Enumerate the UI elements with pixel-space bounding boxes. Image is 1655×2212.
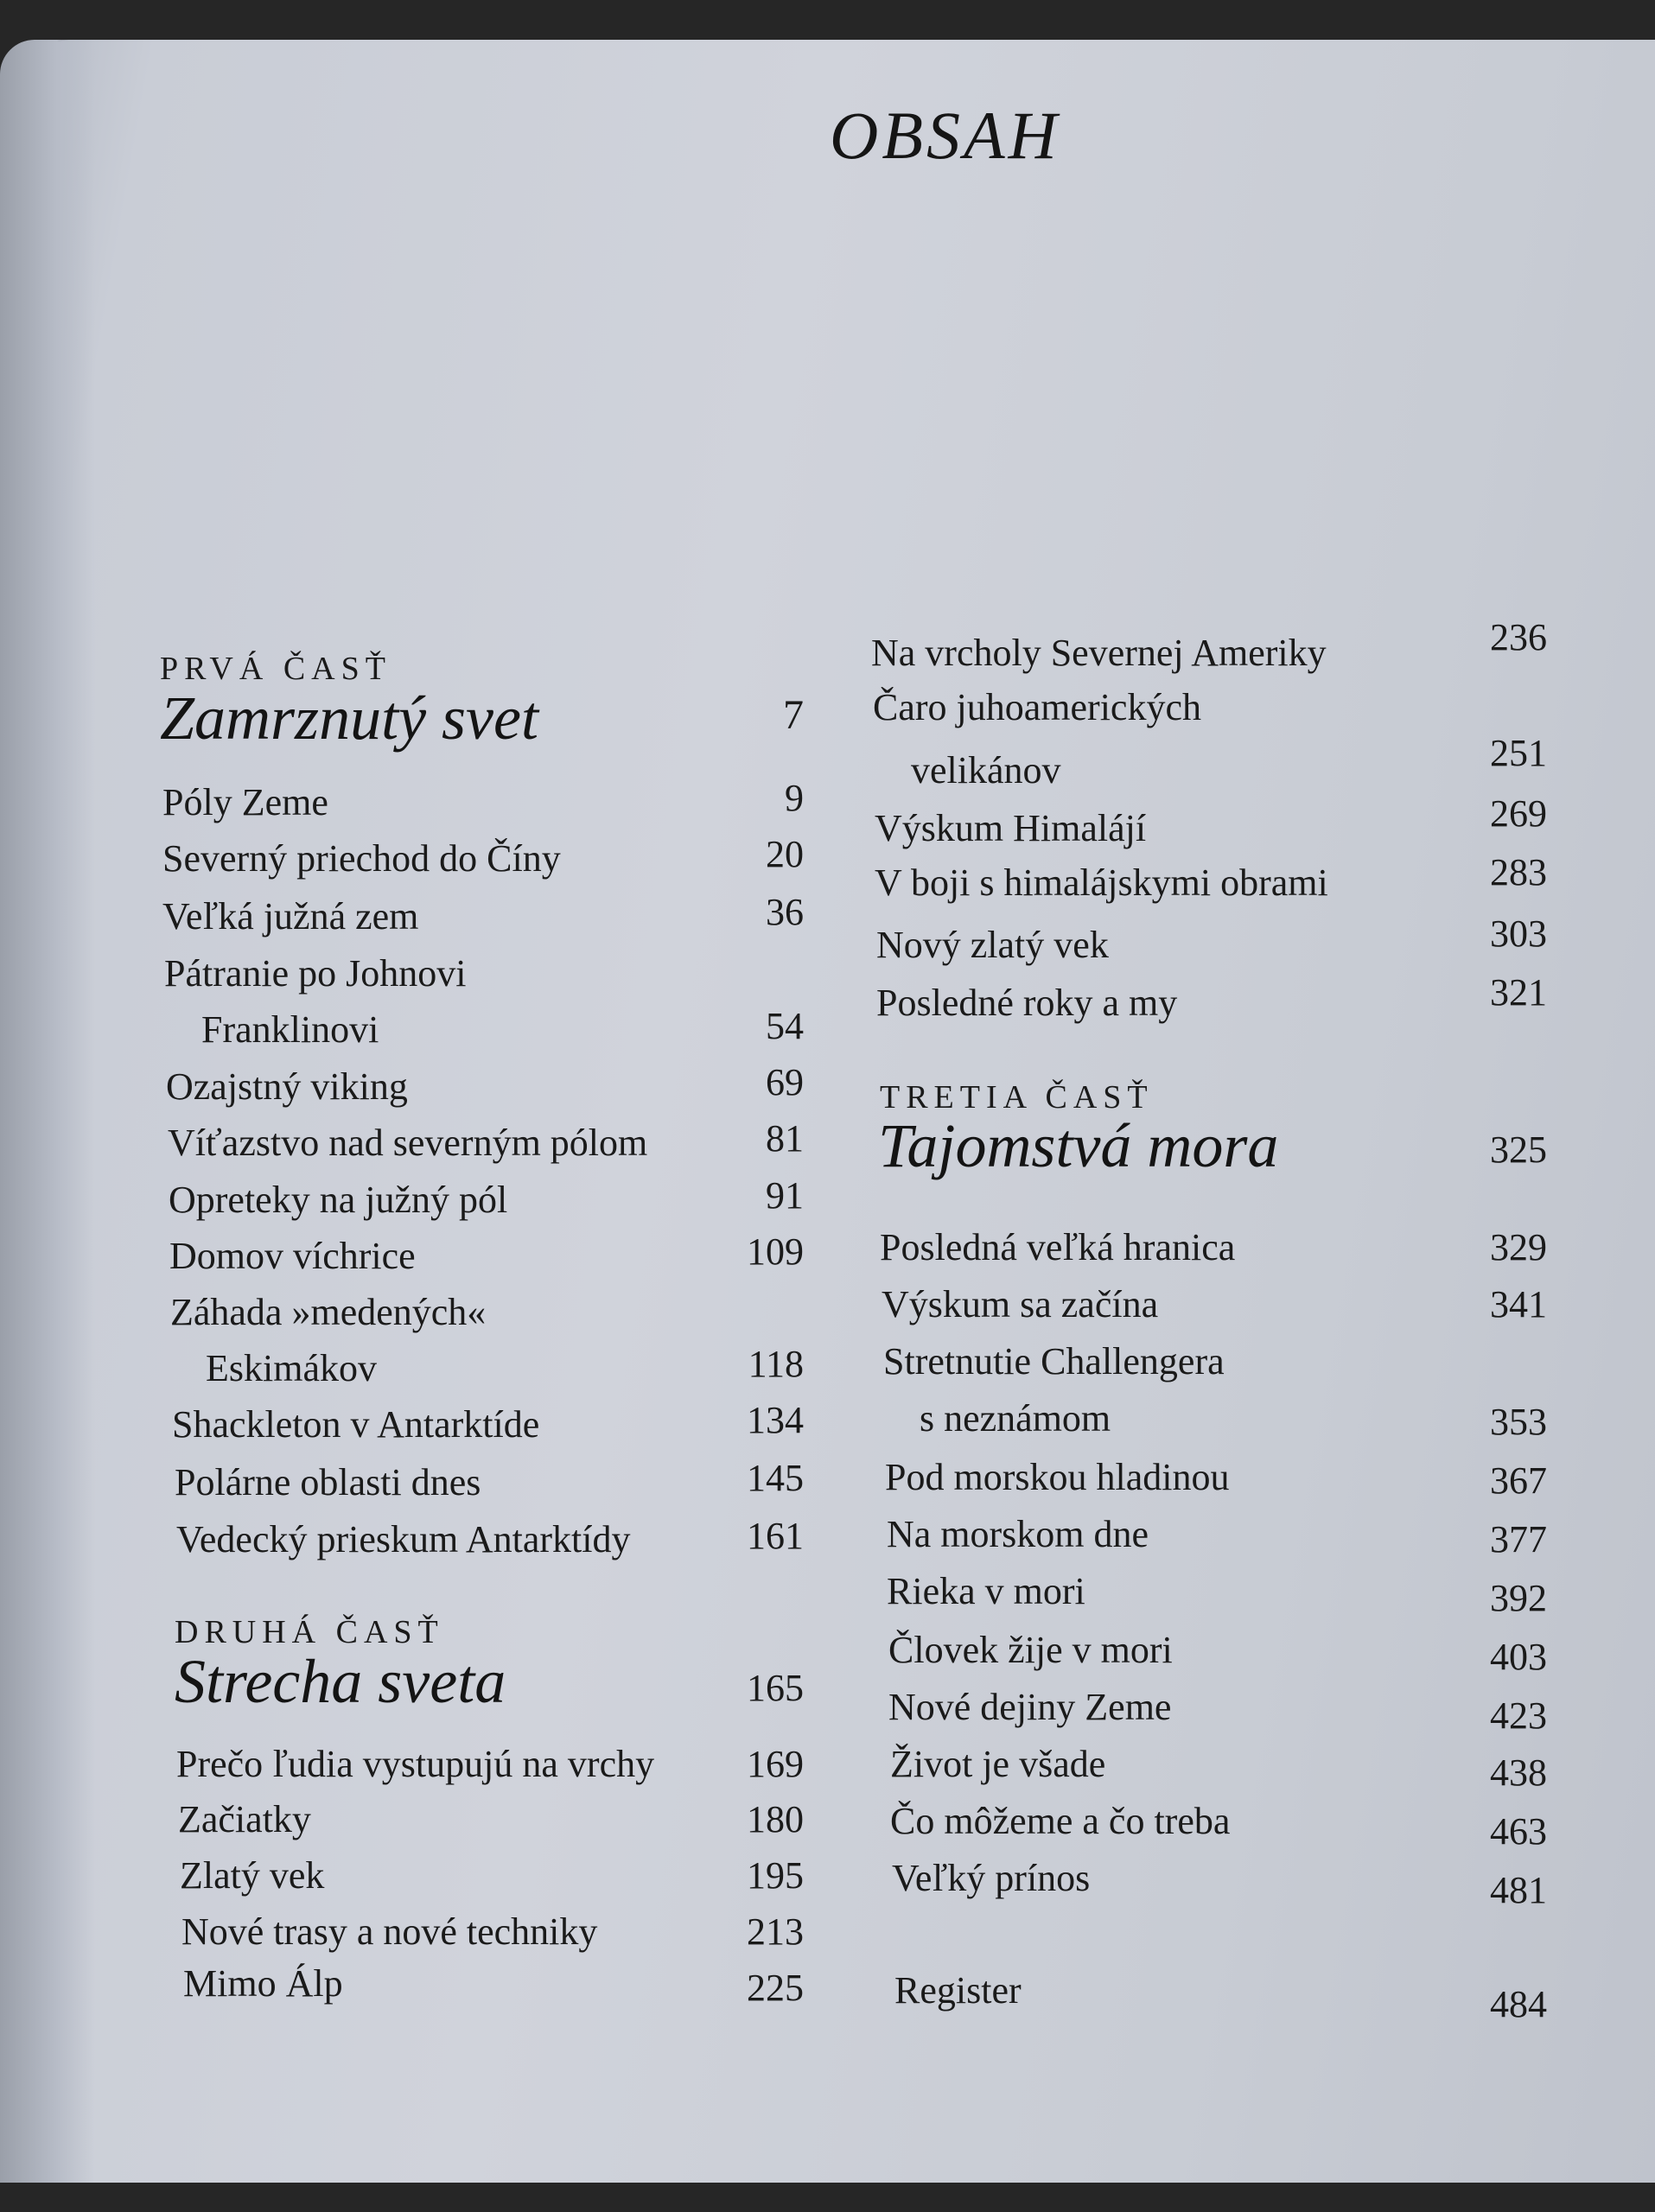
toc-entry-title: Život je všade — [890, 1743, 1106, 1785]
toc-entry-title: Čo môžeme a čo treba — [890, 1800, 1231, 1842]
toc-entry-page: 481 — [1490, 1869, 1547, 1911]
toc-entry-title: Posledná veľká hranica — [880, 1226, 1236, 1268]
toc-entry-page: 213 — [747, 1910, 804, 1953]
page-title: OBSAH — [830, 98, 1060, 173]
toc-entry-title: Nové trasy a nové techniky — [181, 1910, 598, 1953]
part-label-2: DRUHÁ ČASŤ — [175, 1614, 444, 1650]
toc-entry-page: 283 — [1490, 851, 1547, 893]
toc-entry-title: Veľký prínos — [892, 1857, 1091, 1899]
toc-entry-page: 392 — [1490, 1577, 1547, 1619]
toc-entry-page: 403 — [1490, 1636, 1547, 1678]
toc-entry-title: Čaro juhoamerických — [873, 686, 1201, 728]
toc-entry-title: Nové dejiny Zeme — [888, 1686, 1172, 1728]
toc-entry-page: 134 — [747, 1399, 804, 1441]
register-title: Register — [894, 1969, 1022, 2012]
toc-entry-title-continued: velikánov — [911, 749, 1061, 791]
toc-entry-title: Na morskom dne — [887, 1513, 1149, 1555]
part-page-3: 325 — [1490, 1128, 1547, 1171]
toc-entry-page: 251 — [1490, 732, 1547, 774]
toc-entry-title: Veľká južná zem — [162, 895, 419, 938]
toc-entry-page: 36 — [766, 891, 804, 933]
toc-entry-page: 161 — [747, 1515, 804, 1557]
toc-entry-title-continued: Franklinovi — [201, 1008, 379, 1051]
toc-entry-page: 69 — [766, 1061, 804, 1103]
toc-entry-title: Začiatky — [178, 1798, 311, 1840]
part-title-3: Tajomstvá mora — [878, 1111, 1279, 1180]
part-title-1: Zamrznutý svet — [160, 683, 538, 753]
toc-entry-title: Zlatý vek — [180, 1854, 325, 1897]
toc-entry-title: Prečo ľudia vystupujú na vrchy — [176, 1743, 655, 1785]
toc-entry-title: Pátranie po Johnovi — [164, 952, 467, 995]
part-page-2: 165 — [747, 1667, 804, 1709]
toc-entry-page: 195 — [747, 1854, 804, 1897]
toc-entry-page: 91 — [766, 1174, 804, 1217]
part-label-1: PRVÁ ČASŤ — [160, 651, 391, 687]
toc-entry-page: 377 — [1490, 1518, 1547, 1560]
toc-entry-page: 269 — [1490, 792, 1547, 835]
part-label-3: TRETIA ČASŤ — [880, 1079, 1154, 1116]
toc-entry-title: Výskum Himalájí — [875, 807, 1147, 849]
toc-entry-title: Výskum sa začína — [882, 1283, 1159, 1325]
toc-entry-title: Človek žije v mori — [888, 1629, 1173, 1671]
toc-entry-page: 225 — [747, 1967, 804, 2009]
toc-entry-title: Shackleton v Antarktíde — [172, 1403, 540, 1446]
toc-entry-page: 303 — [1490, 912, 1547, 955]
toc-entry-title: Polárne oblasti dnes — [175, 1461, 481, 1503]
toc-entry-page: 341 — [1490, 1283, 1547, 1325]
book-spine-shadow — [0, 40, 95, 2183]
toc-entry-page: 9 — [785, 777, 804, 819]
toc-entry-title: Posledné roky a my — [876, 982, 1178, 1024]
toc-entry-title: V boji s himalájskymi obrami — [875, 861, 1328, 904]
toc-entry-page: 20 — [766, 833, 804, 875]
toc-entry-title: Opreteky na južný pól — [169, 1179, 508, 1221]
toc-entry-title: Severný priechod do Číny — [162, 837, 561, 880]
toc-entry-title: Na vrcholy Severnej Ameriky — [871, 632, 1327, 674]
toc-entry-page: 463 — [1490, 1810, 1547, 1853]
toc-entry-page: 321 — [1490, 971, 1547, 1014]
toc-entry-title: Póly Zeme — [162, 781, 328, 823]
toc-entry-title: Záhada »medených« — [170, 1291, 487, 1333]
part-page-1: 7 — [783, 692, 804, 738]
register-page: 484 — [1490, 1983, 1547, 2025]
toc-entry-title: Nový zlatý vek — [876, 924, 1109, 966]
part-title-2: Strecha sveta — [175, 1647, 506, 1716]
toc-entry-title-continued: s neznámom — [920, 1397, 1111, 1440]
toc-entry-page: 109 — [747, 1230, 804, 1273]
toc-entry-title: Vedecký prieskum Antarktídy — [176, 1518, 631, 1560]
toc-entry-page: 438 — [1490, 1751, 1547, 1794]
toc-entry-page: 54 — [766, 1005, 804, 1047]
toc-entry-title: Domov víchrice — [169, 1235, 416, 1277]
toc-entry-title: Ozajstný viking — [166, 1065, 408, 1108]
toc-entry-page: 81 — [766, 1117, 804, 1160]
toc-entry-page: 169 — [747, 1743, 804, 1785]
toc-entry-page: 423 — [1490, 1694, 1547, 1737]
toc-entry-page: 118 — [748, 1343, 804, 1385]
toc-entry-page: 329 — [1490, 1226, 1547, 1268]
toc-entry-title-continued: Eskimákov — [206, 1347, 377, 1389]
toc-entry-title: Rieka v mori — [887, 1570, 1085, 1612]
toc-entry-page: 180 — [747, 1798, 804, 1840]
toc-entry-page: 145 — [747, 1457, 804, 1499]
toc-entry-title: Víťazstvo nad severným pólom — [168, 1122, 648, 1164]
toc-entry-title: Mimo Álp — [183, 1962, 343, 2005]
toc-entry-page: 367 — [1490, 1459, 1547, 1502]
toc-entry-page: 353 — [1490, 1401, 1547, 1443]
toc-entry-page: 236 — [1490, 616, 1547, 658]
toc-entry-title: Pod morskou hladinou — [885, 1456, 1230, 1498]
toc-entry-title: Stretnutie Challengera — [883, 1340, 1225, 1382]
